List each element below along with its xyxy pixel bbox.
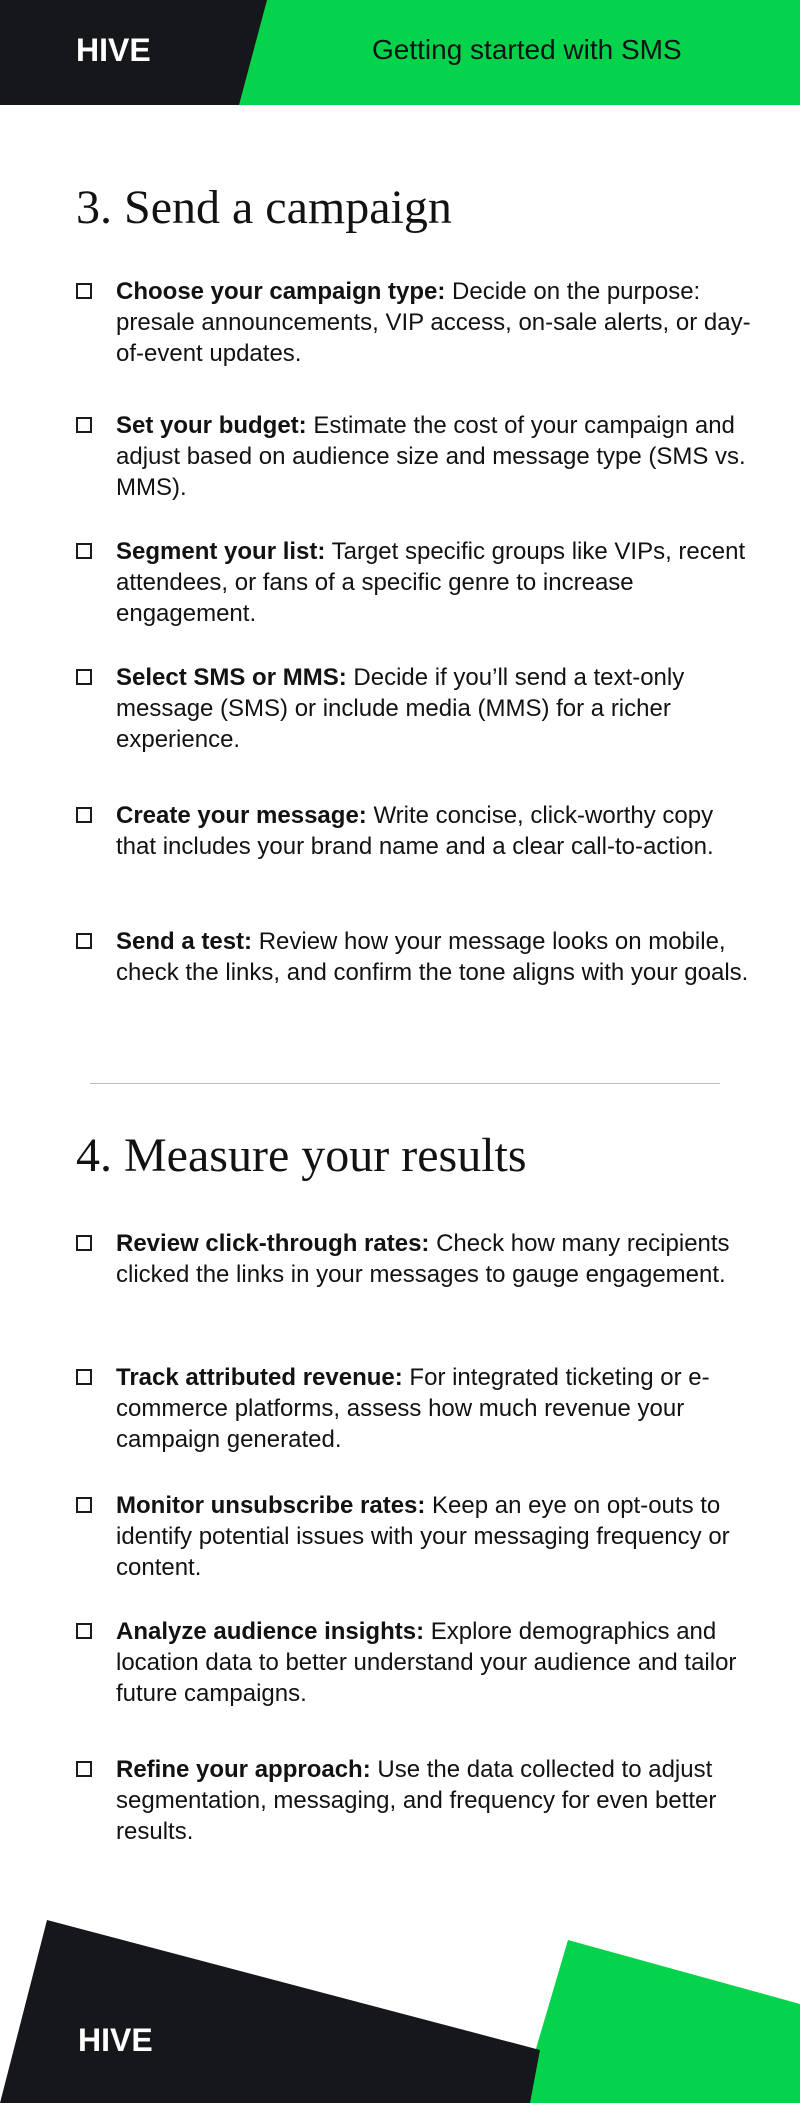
item-label: Send a test: xyxy=(116,928,253,955)
checkbox-icon[interactable] xyxy=(76,1369,92,1385)
item-text xyxy=(116,662,756,755)
checkbox-icon[interactable] xyxy=(76,283,92,299)
item-text xyxy=(116,1362,756,1455)
checkbox-icon[interactable] xyxy=(76,669,92,685)
item-label: Review click-through rates: xyxy=(116,1230,430,1257)
item-label: Choose your campaign type: xyxy=(116,278,446,305)
checkbox-icon[interactable] xyxy=(76,1235,92,1251)
footer-dark-shape xyxy=(0,1920,540,2103)
item-description: Target specific groups like VIPs, recent attendees, or fans of a specific genre to increase engagement. xyxy=(116,538,746,627)
item-text xyxy=(116,1490,756,1583)
footer-green-shape xyxy=(520,1940,800,2103)
checkbox-icon[interactable] xyxy=(76,1497,92,1513)
item-label: Select SMS or MMS: xyxy=(116,664,347,691)
item-description: Explore demographics and location data to better understand your audience and tailor future campaigns. xyxy=(116,1618,737,1707)
section-title: 3. Send a campaign xyxy=(76,181,452,234)
checkbox-icon[interactable] xyxy=(76,417,92,433)
item-text xyxy=(116,410,756,503)
item-description: For integrated ticketing or e-commerce platforms, assess how much revenue your campaign generated. xyxy=(116,1364,710,1453)
hive-logo[interactable]: HIVE xyxy=(76,32,151,68)
checkbox-icon[interactable] xyxy=(76,543,92,559)
item-label: Monitor unsubscribe rates: xyxy=(116,1492,426,1519)
item-description: Review how your message looks on mobile, check the links, and confirm the tone aligns with your goals. xyxy=(116,928,749,986)
item-label: Segment your list: xyxy=(116,538,326,565)
item-label: Track attributed revenue: xyxy=(116,1364,403,1391)
item-description: Estimate the cost of your campaign and adjust based on audience size and message type (SMS vs. MMS). xyxy=(116,412,746,501)
item-label: Create your message: xyxy=(116,802,367,829)
item-label: Analyze audience insights: xyxy=(116,1618,425,1645)
header-bar xyxy=(0,0,800,105)
checkbox-icon[interactable] xyxy=(76,1623,92,1639)
item-label: Set your budget: xyxy=(116,412,307,439)
item-text xyxy=(116,536,756,629)
section-divider xyxy=(90,1083,720,1084)
item-label: Refine your approach: xyxy=(116,1756,371,1783)
item-text xyxy=(116,800,756,862)
checkbox-icon[interactable] xyxy=(76,1761,92,1777)
section-title: 4. Measure your results xyxy=(76,1129,527,1182)
item-description: Decide on the purpose: presale announcements, VIP access, on-sale alerts, or day-of-event updates. xyxy=(116,278,751,367)
item-text xyxy=(116,1228,756,1290)
item-description: Check how many recipients clicked the links in your messages to gauge engagement. xyxy=(116,1230,730,1288)
hive-logo-footer[interactable]: HIVE xyxy=(78,2022,153,2058)
item-description: Keep an eye on opt-outs to identify potential issues with your messaging frequency or content. xyxy=(116,1492,730,1581)
item-text xyxy=(116,926,756,988)
item-text xyxy=(116,276,756,369)
item-description: Write concise, click-worthy copy that includes your brand name and a clear call-to-action. xyxy=(116,802,714,860)
item-description: Use the data collected to adjust segmentation, messaging, and frequency for even better results. xyxy=(116,1756,717,1845)
checkbox-icon[interactable] xyxy=(76,807,92,823)
header-title: Getting started with SMS xyxy=(372,34,682,65)
item-description: Decide if you’ll send a text-only message (SMS) or include media (MMS) for a richer experience. xyxy=(116,664,685,753)
item-text xyxy=(116,1616,756,1709)
checkbox-icon[interactable] xyxy=(76,933,92,949)
item-text xyxy=(116,1754,756,1847)
